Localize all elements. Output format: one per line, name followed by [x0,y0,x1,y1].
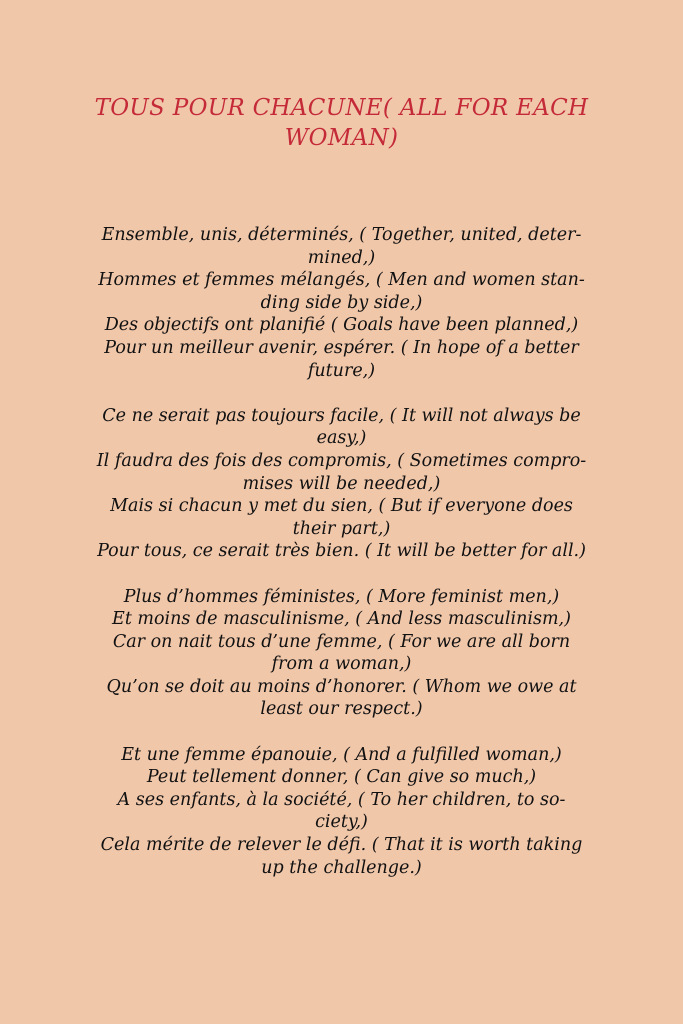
poem-line: future,) [307,360,376,381]
poem-line: from a woman,) [271,654,412,675]
stanza-4 [40,744,643,880]
poem-title: TOUS POUR CHACUNE( ALL FOR EACH WOMAN) [94,95,589,151]
poem-line: ciety,) [315,812,368,833]
poem-line: Cela mérite de relever le défi. ( That it is worth taking [100,835,583,856]
poem-line: Ce ne serait pas toujours facile, ( It will not always be [102,405,581,426]
poem-line: mises will be needed,) [242,473,441,494]
stanza-gap [40,563,643,586]
poem-line: Hommes et femmes mélangés, ( Men and women stan- [98,270,585,291]
poem-line: Pour un meilleur avenir, espérer. ( In hope of a better [104,337,579,358]
poem-line: Mais si chacun y met du sien, ( But if everyone does [110,496,573,517]
poem-line: least our respect.) [260,699,423,720]
poem-line: Des objectifs ont planifié ( Goals have been planned,) [104,315,579,336]
stanza-1 [40,224,643,382]
poem-line: Peut tellement donner, ( Can give so much,) [146,767,537,788]
stanza-gap [40,382,643,405]
poem-line: Et une femme épanouie, ( And a fulfilled woman,) [121,744,562,765]
poem-line: easy,) [316,428,367,449]
poem-line: Et moins de masculinisme, ( And less masculinism,) [112,609,571,630]
poem-line: Ensemble, unis, déterminés, ( Together, united, deter- [101,225,582,245]
poem-line: Pour tous, ce serait très bien. ( It will be better for all.) [97,541,586,562]
poem-line: Plus d’hommes féministes, ( More feminist men,) [123,586,560,607]
poem-line: up the challenge.) [261,857,422,878]
stanza-2 [40,405,643,563]
poem-line: ding side by side,) [260,292,423,313]
stanza-gap [40,721,643,744]
poem-body [40,224,643,879]
poem-line: Car on nait tous d’une femme, ( For we are all born [112,631,571,652]
stanza-3 [40,586,643,722]
poem-line: mined,) [307,247,376,268]
poem-line: A ses enfants, à la société, ( To her children, to so- [117,789,566,810]
poem-line: Qu’on se doit au moins d’honorer. ( Whom we owe at [106,676,577,697]
poem-line: Il faudra des fois des compromis, ( Sometimes compro- [96,450,587,471]
poem-line: their part,) [292,518,391,539]
